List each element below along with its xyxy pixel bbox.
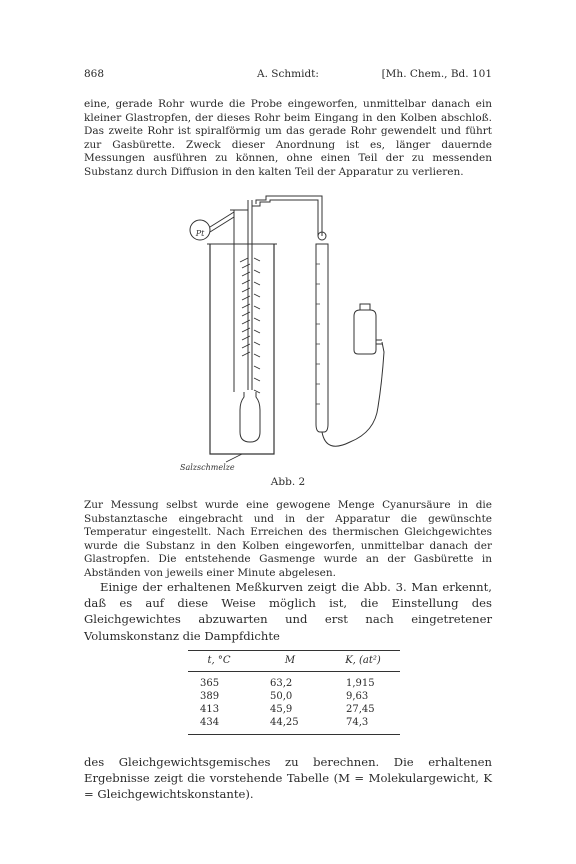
salt-bath-label: Salzschmelze (180, 463, 235, 472)
cell-molecular-weight: 44,25 (270, 717, 299, 728)
cell-temperature: 365 (200, 678, 220, 689)
header-molecular-weight: M (284, 655, 296, 666)
header-equilibrium-constant: K, (at²) (345, 655, 381, 666)
running-header (84, 68, 492, 84)
apparatus-diagram (170, 192, 420, 472)
paragraph-results: des Gleichgewichtsgemisches zu berechnen. Die erhaltenen Ergebnisse zeigt die vorstehende Tabelle (M = Molekulargewicht, K = Gleichgewichtskonstante). (84, 755, 492, 802)
apparatus-figure (170, 192, 420, 472)
header-temperature: t, °C (207, 655, 231, 666)
cell-temperature: 434 (200, 717, 220, 728)
burette-scale (316, 264, 320, 404)
spiral-tube (240, 258, 260, 393)
running-author: A. Schmidt: (257, 68, 319, 80)
page-number: 868 (84, 68, 105, 80)
cell-molecular-weight: 50,0 (270, 691, 293, 702)
cell-temperature: 389 (200, 691, 220, 702)
reaction-flask (240, 392, 260, 442)
cell-equilibrium-constant: 1,915 (346, 678, 375, 689)
paragraph-apparatus-description: eine, gerade Rohr wurde die Probe eingeworfen, unmittelbar danach ein kleiner Glastropfen, der dieses Rohr beim Eingang in den Kolben abschloß. Das zweite Rohr ist spiralförmig um das gerade Rohr gewendelt und führt zur Gasbürette. Zweck dieser Anordnung ist es, länger dauernde Messungen ausführen zu können, ohne einen Teil der zu messenden Substanz durch Diffusion in den kalten Teil der Apparatur zu verlieren. (84, 98, 492, 178)
cell-equilibrium-constant: 74,3 (346, 717, 369, 728)
paragraph-measurement-procedure: Zur Messung selbst wurde eine gewogene Menge Cyanursäure in die Substanztasche eingebracht und in der Apparatur die gewünschte Temperatur eingestellt. Nach Erreichen des thermischen Gleichgewichtes wurde die Substanz in den Kolben eingeworfen, unmittelbar danach der Glastropfen. Die entstehende Gasmenge wurde an der Gasbürette in Abständen von jeweils einer Minute abgelesen. (84, 499, 492, 579)
cell-equilibrium-constant: 9,63 (346, 691, 369, 702)
table-header-rule (188, 671, 400, 672)
cell-molecular-weight: 63,2 (270, 678, 293, 689)
figure-caption: Abb. 2 (270, 476, 306, 488)
paragraph-measurement-curves: Einige der erhaltenen Meßkurven zeigt die Abb. 3. Man erkennt, daß es auf diese Weise möglich ist, die Einstellung des Gleichgewichtes abzuwarten und erst nach eingetretener Volumskonstanz die Dampfdichte (84, 580, 492, 643)
rubber-hose (322, 342, 384, 446)
pyrometer-label: Pt (195, 229, 205, 238)
cell-temperature: 413 (200, 704, 220, 715)
table-bottom-rule (188, 734, 400, 735)
table-top-rule (188, 650, 400, 651)
journal-reference: [Mh. Chem., Bd. 101 (381, 68, 492, 80)
leveling-bottle (354, 310, 376, 354)
cell-molecular-weight: 45,9 (270, 704, 293, 715)
cell-equilibrium-constant: 27,45 (346, 704, 375, 715)
